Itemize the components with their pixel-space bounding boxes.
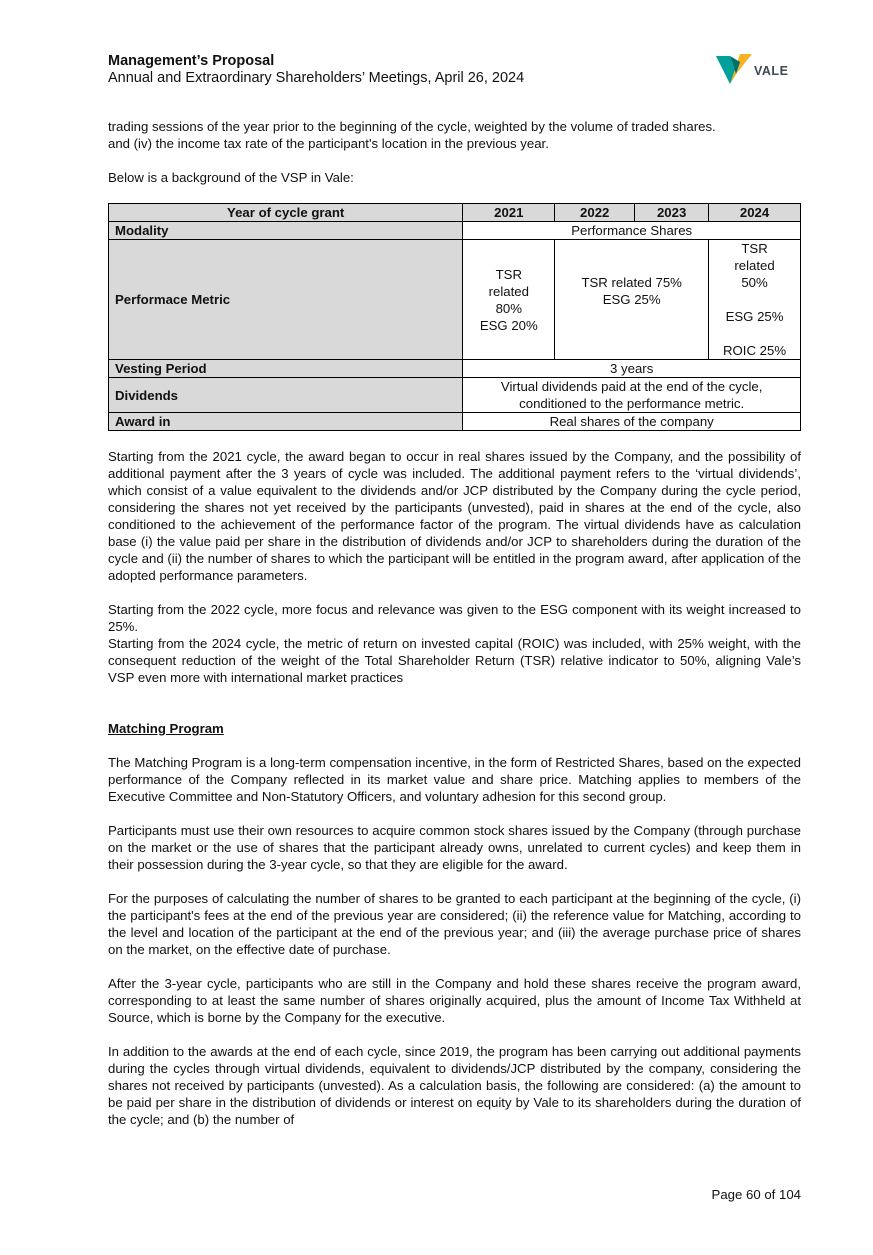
dividends-value: Virtual dividends paid at the end of the cycle, conditioned to the performance metric. bbox=[463, 378, 801, 413]
table-header-cell: 2021 bbox=[463, 204, 555, 222]
metric-2021: TSR related 80% ESG 20% bbox=[463, 240, 555, 360]
header-title: Management’s Proposal bbox=[108, 53, 275, 69]
paragraph: For the purposes of calculating the number of shares to be granted to each participant at the beginning of the cycle, (i) the participant's fees at the end of the previous year are considered; (ii) the reference value for Matching, according to the level and location of the participant at the end of the previous year; and (iii) the average purchase price of shares on the market, on the effective date of purchase. bbox=[108, 891, 801, 957]
logo-text: VALE bbox=[754, 64, 789, 78]
paragraph: Starting from the 2024 cycle, the metric of return on invested capital (ROIC) was included, with 25% weight, with the consequent reduction of the weight of the Total Shareholder Return (TSR) relative indicator to 50%, aligning Vale’s VSP even more with international market practices bbox=[108, 636, 801, 685]
paragraph: Starting from the 2021 cycle, the award began to occur in real shares issued by the Company, and the possibility of additional payment after the 3 years of cycle was included. The additional payment refers to the ‘virtual dividends’, which consist of a value equivalent to the dividends and/or JCP distributed by the Company during the cycle period, considering the shares not yet received by the participants (unvested), paid in shares at the end of the cycle, also conditioned to the achievement of the performance factor of the program. The virtual dividends have as calculation base (i) the value paid per share in the distribution of dividends and/or JCP to shareholders during the duration of the cycle and (ii) the number of shares to which the participant will be entitled in the program award, after application of the adopted performance parameters. bbox=[108, 449, 801, 583]
vale-logo-icon bbox=[716, 52, 752, 84]
page-header bbox=[108, 53, 808, 87]
row-label-dividends: Dividends bbox=[109, 378, 463, 413]
intro-line-3: Below is a background of the VSP in Vale: bbox=[108, 170, 354, 185]
section-title-matching: Matching Program bbox=[108, 721, 224, 736]
table-row bbox=[109, 360, 801, 378]
table-header-cell: 2022 bbox=[555, 204, 635, 222]
table-row bbox=[109, 240, 801, 360]
metric-2022-2023: TSR related 75% ESG 25% bbox=[555, 240, 709, 360]
table-header-cell: 2023 bbox=[635, 204, 709, 222]
modality-value: Performance Shares bbox=[463, 222, 801, 240]
body-content bbox=[108, 118, 801, 1128]
row-label-modality: Modality bbox=[109, 222, 463, 240]
table-row bbox=[109, 378, 801, 413]
table-row bbox=[109, 413, 801, 431]
vale-logo bbox=[716, 52, 796, 86]
vsp-table bbox=[108, 203, 801, 431]
metric-2024: TSR related 50% ESG 25% ROIC 25% bbox=[709, 240, 801, 360]
row-label-vesting: Vesting Period bbox=[109, 360, 463, 378]
row-label-metric: Performace Metric bbox=[109, 240, 463, 360]
header-subtitle: Annual and Extraordinary Shareholders’ Meetings, April 26, 2024 bbox=[108, 70, 525, 86]
table-row bbox=[109, 222, 801, 240]
row-label-award: Award in bbox=[109, 413, 463, 431]
paragraph: The Matching Program is a long-term compensation incentive, in the form of Restricted Shares, based on the expected performance of the Company reflected in its market value and share price. Matching applies to members of the Executive Committee and Non-Statutory Officers, and voluntary adhesion for this second group. bbox=[108, 755, 801, 804]
table-header-row bbox=[109, 204, 801, 222]
intro-line-2: and (iv) the income tax rate of the participant's location in the previous year. bbox=[108, 136, 549, 151]
table-header-cell: Year of cycle grant bbox=[109, 204, 463, 222]
vesting-value: 3 years bbox=[463, 360, 801, 378]
table-header-cell: 2024 bbox=[709, 204, 801, 222]
paragraph: In addition to the awards at the end of each cycle, since 2019, the program has been carrying out additional payments during the cycles through virtual dividends, equivalent to dividends/JCP distributed by the company, considering the shares not received by participants (unvested). As a calculation basis, the following are considered: (a) the amount to be paid per share in the distribution of dividends or interest on equity by Vale to its shareholders during the duration of the cycle; and (b) the number of bbox=[108, 1044, 801, 1127]
page-number: Page 60 of 104 bbox=[711, 1187, 801, 1202]
paragraph: Starting from the 2022 cycle, more focus and relevance was given to the ESG component with its weight increased to 25%. bbox=[108, 602, 801, 634]
paragraph: After the 3-year cycle, participants who are still in the Company and hold these shares receive the program award, corresponding to at least the same number of shares originally acquired, plus the amount of Income Tax Withheld at Source, which is borne by the Company for the executive. bbox=[108, 976, 801, 1025]
award-value: Real shares of the company bbox=[463, 413, 801, 431]
intro-line-1: trading sessions of the year prior to the beginning of the cycle, weighted by the volume of traded shares. bbox=[108, 119, 716, 134]
paragraph: Participants must use their own resources to acquire common stock shares issued by the Company (through purchase on the market or the use of shares that the participant already owns, unrelated to current cycles) and keep them in their possession during the 3-year cycle, so that they are eligible for the award. bbox=[108, 823, 801, 872]
